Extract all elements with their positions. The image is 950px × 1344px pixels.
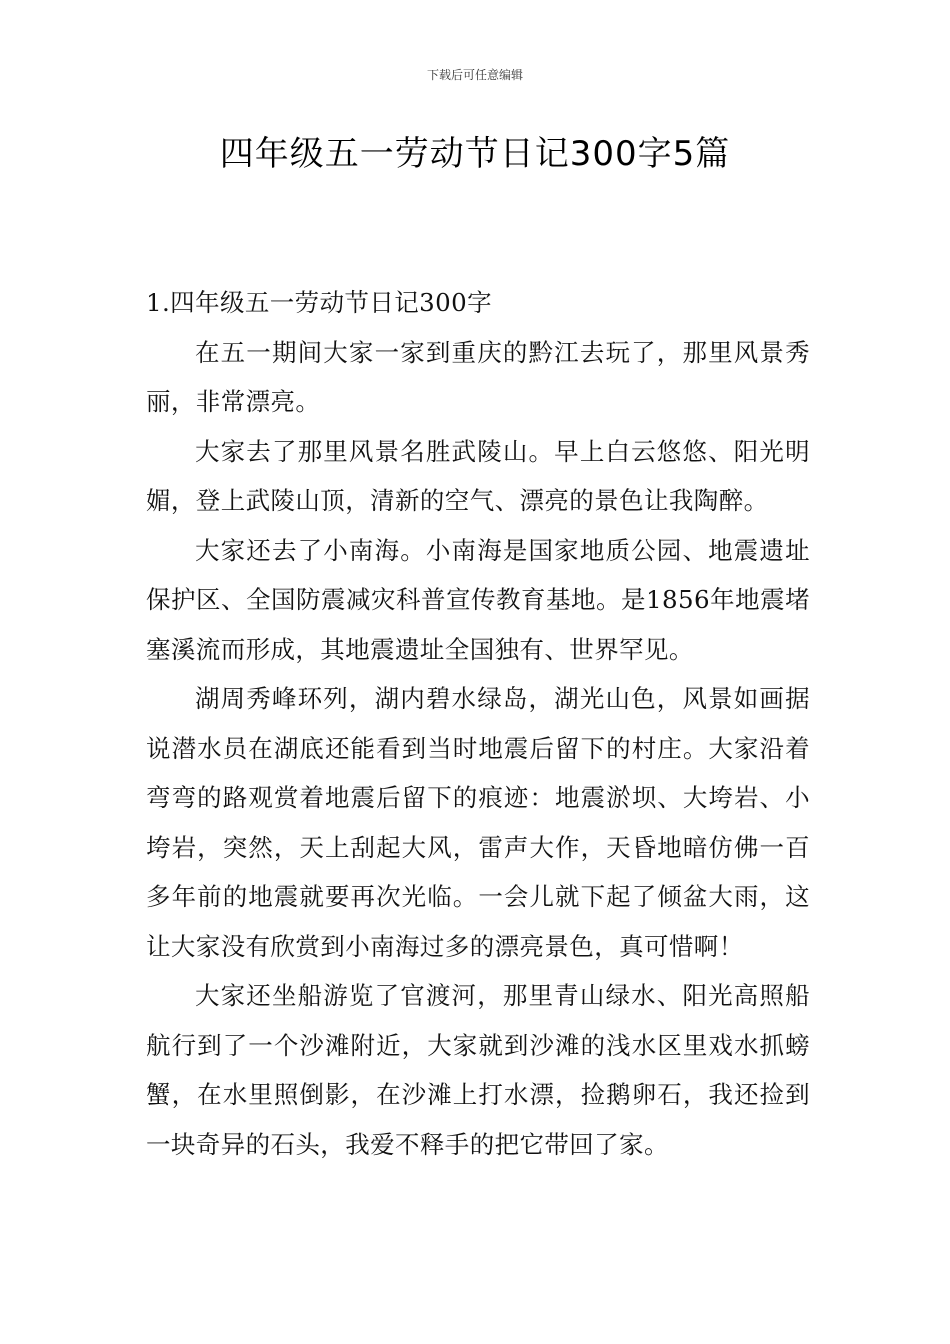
document-body [146, 278, 810, 1169]
paragraph: 大家去了那里风景名胜武陵山。早上白云悠悠、阳光明媚，登上武陵山顶，清新的空气、漂亮的景色让我陶醉。 [146, 436, 810, 515]
paragraph: 湖周秀峰环列，湖内碧水绿岛，湖光山色，风景如画据说潜水员在湖底还能看到当时地震后留下的村庄。大家沿着弯弯的路观赏着地震后留下的痕迹：地震淤坝、大垮岩、小垮岩，突然，天上刮起大风，雷声大作，天昏地暗仿佛一百多年前的地震就要再次光临。一会儿就下起了倾盆大雨，这让大家没有欣赏到小南海过多的漂亮景色，真可惜啊！ [146, 684, 810, 961]
paragraph: 在五一期间大家一家到重庆的黔江去玩了，那里风景秀丽，非常漂亮。 [146, 337, 810, 416]
paragraph: 大家还坐船游览了官渡河，那里青山绿水、阳光高照船航行到了一个沙滩附近，大家就到沙滩的浅水区里戏水抓螃蟹，在水里照倒影，在沙滩上打水漂，捡鹅卵石，我还捡到一块奇异的石头，我爱不释手的把它带回了家。 [146, 981, 810, 1159]
section-heading: 1.四年级五一劳动节日记300字 [146, 288, 493, 317]
header-note: 下载后可任意编辑 [426, 68, 523, 82]
document-title: 四年级五一劳动节日记300字5篇 [219, 134, 731, 174]
paragraph: 大家还去了小南海。小南海是国家地质公园、地震遗址保护区、全国防震减灾科普宣传教育基地。是1856年地震堵塞溪流而形成，其地震遗址全国独有、世界罕见。 [146, 535, 810, 664]
